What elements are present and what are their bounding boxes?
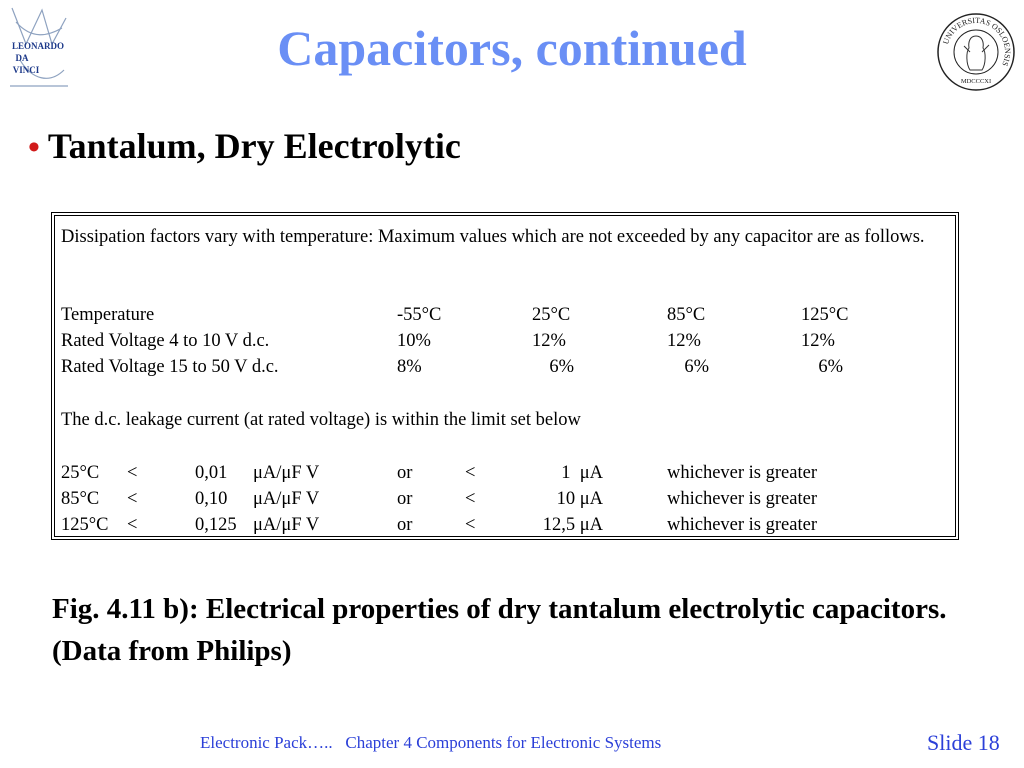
data-box-inner: [54, 215, 956, 537]
table-cell: or: [397, 515, 413, 535]
table-cell: 8%: [397, 357, 422, 377]
table-cell: μA/μF V: [253, 515, 320, 535]
table-cell: 10%: [397, 331, 431, 351]
bullet-heading-text: Tantalum, Dry Electrolytic: [47, 126, 461, 166]
table-cell: 12%: [801, 331, 835, 351]
table-cell: Rated Voltage 15 to 50 V d.c.: [61, 357, 279, 377]
table-cell: 12%: [532, 331, 566, 351]
table-cell: 12%: [667, 331, 701, 351]
table-cell: 125°C: [61, 515, 109, 535]
table-cell: 125°C: [801, 305, 849, 325]
temperature-header-row: [55, 302, 955, 328]
table-cell: <: [127, 489, 138, 509]
table-cell: whichever is greater: [667, 489, 817, 509]
table-cell: 0,10: [195, 489, 228, 509]
leakage-intro-text: The d.c. leakage current (at rated voltage) is within the limit set below: [61, 410, 581, 430]
table-cell: or: [397, 489, 413, 509]
table-row: [55, 328, 955, 354]
logo-text-2: DA: [15, 53, 29, 63]
table-cell: 25°C: [61, 463, 100, 483]
table-cell: <: [465, 489, 476, 509]
table-cell: <: [465, 515, 476, 535]
table-cell: Rated Voltage 4 to 10 V d.c.: [61, 331, 270, 351]
table-cell: Temperature: [61, 305, 155, 325]
table-cell: 6%: [549, 357, 574, 377]
logo-text-3: VINCI: [12, 65, 40, 75]
table-cell: 10 μA: [556, 489, 603, 509]
seal-year-text: MDCCCXI: [960, 78, 992, 85]
table-row: [55, 512, 955, 538]
table-cell: 1 μA: [561, 463, 603, 483]
slide-number: Slide 18: [927, 730, 1000, 755]
table-cell: 25°C: [532, 305, 571, 325]
table-cell: 6%: [684, 357, 709, 377]
table-row: [55, 486, 955, 512]
table-cell: 6%: [818, 357, 843, 377]
table-cell: or: [397, 463, 413, 483]
table-cell: μA/μF V: [253, 463, 320, 483]
bullet-heading: [28, 122, 461, 172]
leakage-intro: [55, 407, 955, 433]
table-cell: whichever is greater: [667, 463, 817, 483]
seal-ring-text: UNIVERSITAS OSLOENSIS: [941, 15, 1013, 68]
data-box: [51, 212, 959, 540]
logo-text-1: LEONARDO: [11, 41, 65, 51]
table-cell: μA/μF V: [253, 489, 320, 509]
table-cell: <: [127, 515, 138, 535]
table-cell: 0,125: [195, 515, 237, 535]
table-cell: 85°C: [667, 305, 706, 325]
table-row: [55, 354, 955, 380]
footer-text: Electronic Pack….. Chapter 4 Components for Electronic Systems: [200, 733, 662, 752]
table-cell: <: [465, 463, 476, 483]
table-cell: <: [127, 463, 138, 483]
table-cell: 85°C: [61, 489, 100, 509]
table-cell: -55°C: [397, 305, 442, 325]
table-cell: whichever is greater: [667, 515, 817, 535]
table-cell: 12,5 μA: [542, 515, 603, 535]
bullet-dot-icon: •: [28, 129, 40, 166]
figure-caption: Fig. 4.11 b): Electrical properties of dry tantalum electrolytic capacitors. (Data from Philips): [52, 593, 947, 667]
university-seal-logo: [936, 12, 1016, 92]
table-cell: 0,01: [195, 463, 228, 483]
dissipation-intro: Dissipation factors vary with temperature: Maximum values which are not exceeded by any capacitor are as follows.: [61, 227, 925, 247]
page-title: Capacitors, continued: [277, 20, 747, 76]
table-row: [55, 460, 955, 486]
